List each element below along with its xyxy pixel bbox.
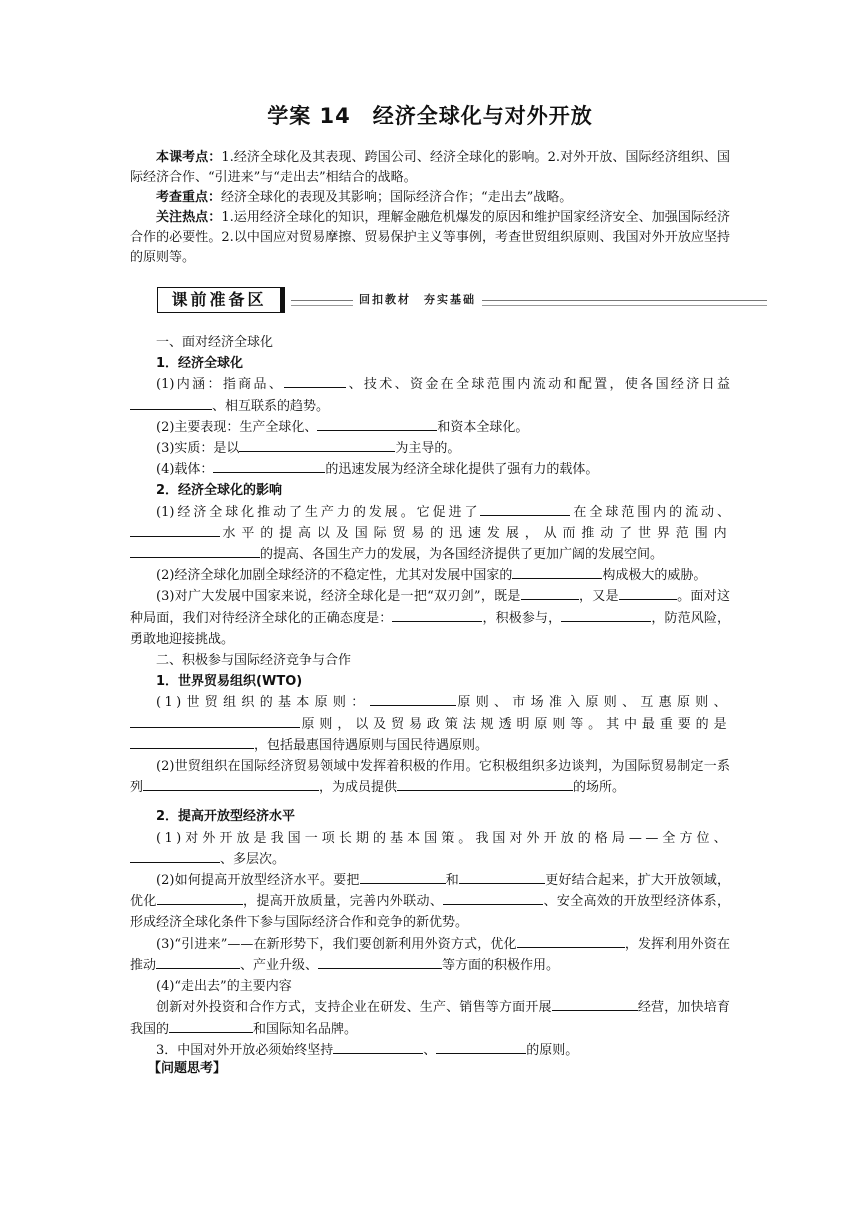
paragraph: (1)对外开放是我国一项长期的基本国策。我国对外开放的格局——全方位、、多层次。: [130, 828, 730, 870]
intro-label: 关注热点：: [156, 210, 222, 225]
paragraph: (2)主要表现：生产全球化、 和资本全球化。: [130, 417, 730, 438]
sub-heading: 2．提高开放型经济水平: [156, 809, 296, 825]
paragraph: 3．中国对外开放必须始终坚持 、 的原则。: [130, 1040, 730, 1061]
paragraph: (3)实质：是以 为主导的。: [130, 438, 730, 459]
section-heading: 二、积极参与国际经济竞争与合作: [156, 653, 352, 669]
fill-blank[interactable]: [130, 523, 220, 537]
paragraph: (4)“走出去”的主要内容: [156, 979, 292, 995]
intro-label: 本课考点：: [156, 150, 222, 165]
intro-key-points: [130, 188, 730, 208]
fill-blank[interactable]: [333, 1040, 423, 1054]
fill-blank[interactable]: [360, 870, 446, 884]
paragraph: (1)内涵：指商品、 、技术、资金在全球范围内流动和配置，使各国经济日益、相互联系的趋势。: [130, 374, 730, 416]
fill-blank[interactable]: [443, 891, 543, 905]
fill-blank[interactable]: [619, 586, 677, 600]
fill-blank[interactable]: [239, 438, 395, 452]
fill-blank[interactable]: [317, 417, 437, 431]
banner-label: 课前准备区: [157, 287, 285, 313]
fill-blank[interactable]: [130, 396, 212, 410]
paragraph: (2)经济全球化加剧全球经济的不稳定性，尤其对发展中国家的 构成极大的威胁。: [130, 565, 730, 586]
banner-subtitle: 回扣教材 夯实基础: [353, 291, 482, 307]
fill-blank[interactable]: [397, 777, 573, 791]
paragraph: (3)对广大发展中国家来说，经济全球化是一把“双刃剑”，既是 ，又是 。面对这种局面，我们对待经济全球化的正确态度是： ，积极参与， ，防范风险，勇敢地迎接挑战。: [130, 586, 730, 650]
fill-blank[interactable]: [512, 565, 602, 579]
paragraph: (1)经济全球化推动了生产力的发展。它促进了 在全球范围内的流动、水平的提高以及国际贸易的迅速发展，从而推动了世界范围内的提高、各国生产力的发展，为各国经济提供了更加广阔的发展空间。: [130, 502, 730, 566]
fill-blank[interactable]: [169, 1019, 253, 1033]
fill-blank[interactable]: [156, 955, 240, 969]
paragraph: (2)如何提高开放型经济水平。要把 和 更好结合起来，扩大开放领域，优化 ，提高开放质量，完善内外联动、 、安全高效的开放型经济体系，形成经济全球化条件下参与国际经济合作和竞争的新优势。: [130, 870, 730, 934]
intro-text: 1.运用经济全球化的知识，理解金融危机爆发的原因和维护国家经济安全、加强国际经济合作的必要性。2.以中国应对贸易摩擦、贸易保护主义等事例，考查世贸组织原则、我国对外开放应坚持的原则等。: [130, 210, 730, 265]
fill-blank[interactable]: [459, 870, 545, 884]
fill-blank[interactable]: [370, 692, 456, 706]
fill-blank[interactable]: [392, 608, 482, 622]
content-body: [130, 332, 730, 1061]
paragraph: (4)载体： 的迅速发展为经济全球化提供了强有力的载体。: [130, 459, 730, 480]
fill-blank[interactable]: [130, 849, 220, 863]
fill-blank[interactable]: [130, 714, 300, 728]
fill-blank[interactable]: [157, 891, 243, 905]
paragraph: (1)世贸组织的基本原则： 原则、市场准入原则、互惠原则、原则，以及贸易政策法规透明原则等。其中最重要的是，包括最惠国待遇原则与国民待遇原则。: [130, 692, 730, 756]
paragraph: 创新对外投资和合作方式，支持企业在研发、生产、销售等方面开展 经营，加快培育我国的 和国际知名品牌。: [130, 997, 730, 1039]
fill-blank[interactable]: [561, 608, 651, 622]
sub-heading: 1．世界贸易组织(WTO): [156, 674, 303, 690]
intro-label: 考查重点：: [156, 190, 222, 205]
page-title: 学案 14 经济全球化与对外开放: [267, 104, 593, 128]
sub-heading: 2．经济全球化的影响: [156, 483, 283, 499]
fill-blank[interactable]: [552, 997, 638, 1011]
intro-text: 1.经济全球化及其表现、跨国公司、经济全球化的影响。2.对外开放、国际经济组织、国际经济合作、“引进来”与“走出去”相结合的战略。: [130, 150, 730, 185]
fill-blank[interactable]: [130, 544, 260, 558]
fill-blank[interactable]: [480, 502, 570, 516]
paragraph: (3)“引进来”——在新形势下，我们要创新利用外资方式，优化 ，发挥利用外资在推动 、产业升级、 等方面的积极作用。: [130, 934, 730, 976]
paragraph: (2)世贸组织在国际经济贸易领域中发挥着积极的作用。它积极组织多边谈判，为国际贸易制定一系列 ，为成员提供 的场所。: [130, 759, 730, 796]
fill-blank[interactable]: [143, 777, 319, 791]
intro-exam-points: [130, 148, 730, 188]
intro-hot-topics: [130, 208, 730, 268]
fill-blank[interactable]: [284, 374, 346, 388]
fill-blank[interactable]: [436, 1040, 526, 1054]
sub-heading: 1．经济全球化: [156, 356, 244, 372]
section-heading: 一、面对经济全球化: [156, 335, 274, 350]
fill-blank[interactable]: [213, 459, 325, 473]
fill-blank[interactable]: [521, 586, 579, 600]
intro-block: [130, 148, 730, 268]
question-thinking-heading: 【问题思考】: [148, 1061, 227, 1076]
section-banner: [157, 287, 767, 313]
fill-blank[interactable]: [130, 735, 254, 749]
fill-blank[interactable]: [517, 934, 625, 948]
intro-text: 经济全球化的表现及其影响；国际经济合作；“走出去”战略。: [221, 190, 573, 205]
fill-blank[interactable]: [318, 955, 442, 969]
